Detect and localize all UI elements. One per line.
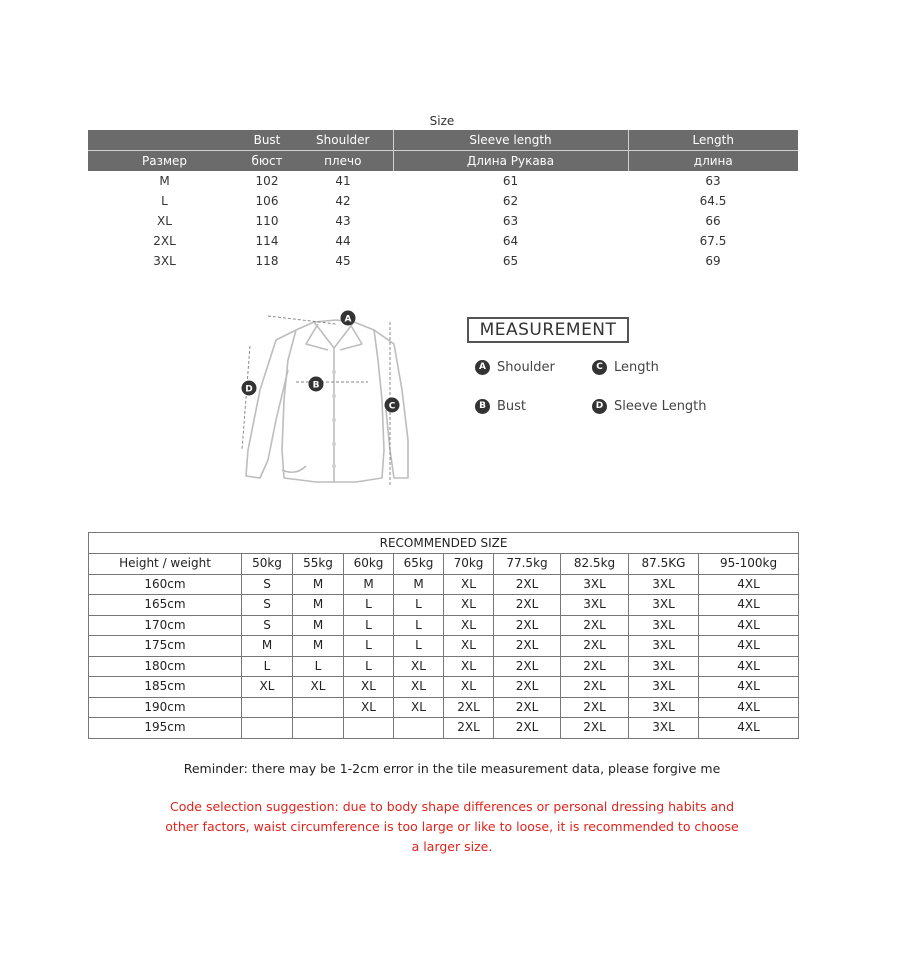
cell: XL: [242, 677, 293, 698]
mark-d-icon: [242, 381, 257, 396]
cell: Length: [628, 130, 798, 151]
legend-label: Length: [614, 360, 659, 375]
cell: 2XL: [494, 595, 561, 616]
cell: 185cm: [89, 677, 242, 698]
cell: 118: [255, 254, 279, 268]
cell: 61: [502, 174, 519, 188]
cell: длина: [628, 151, 798, 172]
table-row: [89, 636, 799, 657]
cell: XL: [394, 656, 444, 677]
badge-a-icon: A: [475, 360, 490, 375]
cell: S: [242, 615, 293, 636]
table-row: [88, 251, 798, 271]
badge-b-icon: B: [475, 399, 490, 414]
cell: 195cm: [89, 718, 242, 739]
cell: 44: [335, 234, 351, 248]
measure-lines: [242, 316, 390, 486]
size-suggestion-note: Code selection suggestion: due to body shape differences or personal dressing habits and other factors, waist circumference is too large or like to loose, it is recommended to choose a larger size.: [165, 799, 739, 854]
cell: [242, 718, 293, 739]
cell: 180cm: [89, 656, 242, 677]
cell: 3XL: [561, 595, 629, 616]
cell: Bust: [241, 130, 293, 151]
size-caption: Size: [429, 114, 455, 128]
cell: 65kg: [394, 554, 444, 575]
size-chart-table: [88, 130, 798, 271]
cell: XL: [444, 656, 494, 677]
cell: 64.5: [699, 194, 727, 208]
cell: 2XL: [494, 718, 561, 739]
cell: M: [293, 595, 344, 616]
cell: Height / weight: [89, 554, 242, 575]
cell: L: [344, 595, 394, 616]
cell: [88, 130, 241, 151]
cell: 2XL: [494, 677, 561, 698]
badge-c-icon: C: [592, 360, 607, 375]
cell: Размер: [88, 151, 241, 172]
cell: 77.5kg: [494, 554, 561, 575]
cell: 67.5: [699, 234, 727, 248]
cell: 63: [705, 174, 721, 188]
mark-c-icon: [385, 398, 400, 413]
cell: M: [293, 615, 344, 636]
cell: 50kg: [242, 554, 293, 575]
cell: XL: [157, 214, 172, 228]
table-row: [89, 718, 799, 739]
cell: 3XL: [629, 574, 699, 595]
cell: 2XL: [494, 697, 561, 718]
cell: M: [394, 574, 444, 595]
cell: L: [242, 656, 293, 677]
table-row: [88, 171, 798, 191]
svg-text:A: A: [344, 314, 352, 325]
cell: 41: [335, 174, 351, 188]
cell: 3XL: [629, 636, 699, 657]
cell: [344, 718, 394, 739]
cell: XL: [444, 677, 494, 698]
cell: L: [394, 595, 444, 616]
legend-label: Bust: [497, 399, 527, 414]
cell: 2XL: [561, 615, 629, 636]
cell: 4XL: [699, 615, 799, 636]
cell: 3XL: [561, 574, 629, 595]
cell: 69: [705, 254, 721, 268]
cell: XL: [444, 615, 494, 636]
cell: 2XL: [494, 656, 561, 677]
mark-a-icon: [341, 311, 356, 326]
cell: 170cm: [89, 615, 242, 636]
cell: 2XL: [561, 636, 629, 657]
cell: 42: [335, 194, 351, 208]
recommended-title: RECOMMENDED SIZE: [89, 533, 799, 554]
cell: M: [344, 574, 394, 595]
cell: 4XL: [699, 718, 799, 739]
legend-shoulder: [475, 360, 555, 376]
cell: M: [293, 574, 344, 595]
cell: 82.5kg: [561, 554, 629, 575]
cell: 2XL: [494, 615, 561, 636]
cell: XL: [394, 697, 444, 718]
cell: 55kg: [293, 554, 344, 575]
cell: [293, 718, 344, 739]
table-row: [89, 677, 799, 698]
cell: 2XL: [561, 656, 629, 677]
table-row: [89, 656, 799, 677]
cell: XL: [444, 574, 494, 595]
cell: XL: [293, 677, 344, 698]
cell: 4XL: [699, 656, 799, 677]
cell: Длина Рукава: [393, 151, 628, 172]
legend-label: Sleeve Length: [614, 399, 707, 414]
table-row: [88, 211, 798, 231]
cell: L: [344, 636, 394, 657]
cell: 110: [255, 214, 279, 228]
cell: 70kg: [444, 554, 494, 575]
cell: 62: [502, 194, 519, 208]
cell: 45: [335, 254, 351, 268]
measurement-title: MEASUREMENT: [467, 317, 629, 343]
cell: 160cm: [89, 574, 242, 595]
cell: XL: [444, 636, 494, 657]
cell: L: [293, 656, 344, 677]
cell: L: [394, 636, 444, 657]
cell: 66: [705, 214, 721, 228]
legend-bust: [475, 399, 526, 415]
legend-sleeve-length: [592, 399, 707, 415]
cell: L: [394, 615, 444, 636]
cell: XL: [394, 677, 444, 698]
cell: 190cm: [89, 697, 242, 718]
cell: S: [242, 574, 293, 595]
size-header-en: [88, 130, 798, 151]
cell: [394, 718, 444, 739]
cell: 2XL: [444, 718, 494, 739]
cell: XL: [344, 697, 394, 718]
cell: 2XL: [561, 697, 629, 718]
cell: M: [159, 174, 170, 188]
cell: 43: [335, 214, 351, 228]
cell: 3XL: [629, 595, 699, 616]
cell: M: [293, 636, 344, 657]
legend-length: [592, 360, 659, 376]
cell: 3XL: [629, 677, 699, 698]
cell: [293, 697, 344, 718]
cell: 3XL: [629, 697, 699, 718]
table-row: [89, 615, 799, 636]
diagram-marks: [242, 311, 400, 413]
cell: 4XL: [699, 574, 799, 595]
cell: S: [242, 595, 293, 616]
cell: 60kg: [344, 554, 394, 575]
shirt-outline-icon: [246, 320, 408, 482]
cell: Sleeve length: [393, 130, 628, 151]
cell: бюст: [241, 151, 293, 172]
cell: 3XL: [153, 254, 176, 268]
cell: 64: [502, 234, 519, 248]
reminder-note: Reminder: there may be 1-2cm error in the tile measurement data, please forgive me: [183, 761, 721, 776]
recommended-header: [89, 554, 799, 575]
recommended-size-table: [88, 532, 799, 739]
table-row: [89, 574, 799, 595]
svg-text:C: C: [388, 401, 396, 412]
cell: XL: [444, 595, 494, 616]
cell: 4XL: [699, 697, 799, 718]
table-row: [89, 595, 799, 616]
cell: Shoulder: [293, 130, 393, 151]
table-row: [88, 231, 798, 251]
table-row: [89, 697, 799, 718]
legend-label: Shoulder: [497, 360, 555, 375]
cell: 2XL: [561, 677, 629, 698]
table-row: [88, 191, 798, 211]
mark-b-icon: [309, 377, 324, 392]
cell: 165cm: [89, 595, 242, 616]
cell: 4XL: [699, 595, 799, 616]
size-header-ru: [88, 151, 798, 172]
badge-d-icon: D: [592, 399, 607, 414]
cell: 3XL: [629, 656, 699, 677]
cell: 3XL: [629, 615, 699, 636]
cell: 87.5KG: [629, 554, 699, 575]
cell: 175cm: [89, 636, 242, 657]
cell: 106: [255, 194, 279, 208]
cell: 4XL: [699, 636, 799, 657]
cell: 114: [255, 234, 279, 248]
cell: 4XL: [699, 677, 799, 698]
svg-text:D: D: [245, 384, 253, 395]
cell: L: [344, 615, 394, 636]
cell: L: [161, 194, 168, 208]
cell: 2XL: [494, 636, 561, 657]
cell: XL: [344, 677, 394, 698]
cell: плечо: [293, 151, 393, 172]
cell: 102: [255, 174, 279, 188]
cell: M: [242, 636, 293, 657]
cell: 2XL: [561, 718, 629, 739]
cell: 65: [502, 254, 519, 268]
cell: 2XL: [444, 697, 494, 718]
cell: [242, 697, 293, 718]
cell: 3XL: [629, 718, 699, 739]
cell: 63: [502, 214, 519, 228]
svg-text:B: B: [312, 380, 320, 391]
cell: 95-100kg: [699, 554, 799, 575]
cell: L: [344, 656, 394, 677]
cell: 2XL: [494, 574, 561, 595]
cell: 2XL: [153, 234, 176, 248]
